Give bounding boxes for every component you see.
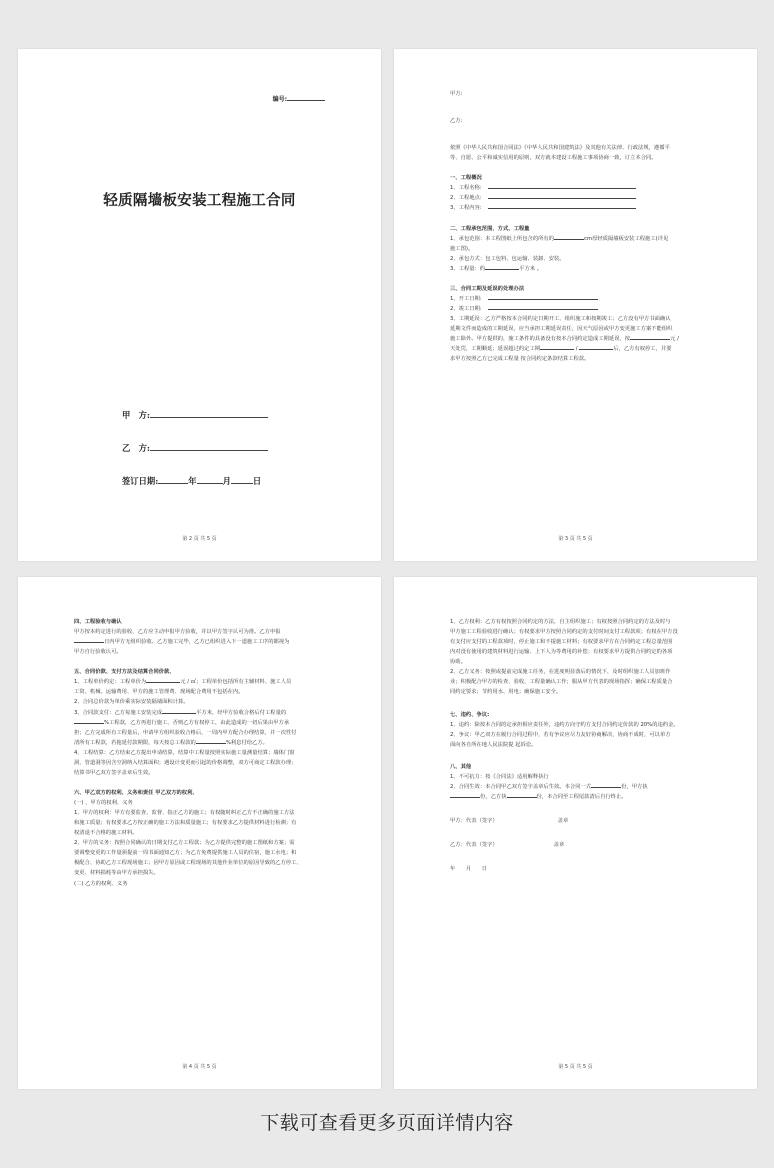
project-name-line: [450, 183, 720, 193]
text: 有支付应支付的工程款项时，停止施工和不提施工材料；有权要求甲方在合同约定工程总量范围: [450, 639, 673, 646]
text: 业；积极配合甲方的检查、验收，工程量确认工作；服从甲方代表的现场指挥；确保工程质量合: [450, 679, 673, 686]
blank: [74, 637, 104, 643]
text: 后，乙方有权停工，并要: [613, 346, 672, 353]
text: 极配合、协助乙方工程现场施工；因甲方原因或工程现场的其他作业单位的原因导致的乙方停工、: [74, 860, 302, 867]
text: 变更、材料损耗等由甲方承担损失。: [74, 870, 159, 877]
text: 份，本合同至工程尾款清后自行终止。: [536, 793, 627, 800]
text: 担；乙方完成所有工程量后，申请甲方组织验收合格后，一周内甲方配合办理结算，并一次性付: [74, 729, 297, 736]
text: 洞、管道洞等因含空洞纳入结算面积；遇设计变更而引起的价格调整，双方可商定工程款办理；: [74, 759, 297, 766]
section-heading: 七、违约、争议:: [450, 711, 490, 718]
project-content-line: [450, 203, 720, 213]
page-2: [394, 49, 757, 561]
text: 平方米 。: [519, 265, 543, 272]
section-heading: 一、工程概况: [450, 175, 482, 182]
text: cm厚轻质隔墙板安装工程施工(详见: [584, 235, 669, 242]
sub-heading: (一) 、甲方的权利、义务: [74, 800, 133, 806]
section-heading: 八、其他: [450, 763, 472, 770]
blank: [540, 344, 574, 350]
text: 2、争议：甲乙双方在履行合同过程中，若有争议应尽力友好协商解决，协商不成时，可以单方: [450, 731, 671, 738]
blank: [488, 203, 636, 209]
section-heading: 三、合同工期及延误的处理办法: [450, 285, 525, 292]
text: 工资、机械、运输费用、甲方的施工管理费、现场配合费用不包括在内。: [74, 689, 244, 696]
document-number: [273, 94, 325, 103]
start-date-line: [450, 294, 720, 304]
blank: [591, 782, 621, 788]
text: %利息付给乙方。: [225, 739, 268, 746]
page-footer: 第 3 页 共 5 页: [558, 536, 593, 542]
text: 同约定要求；节约用水、用电；确保施工安全。: [450, 689, 562, 696]
section-heading: 四、工程验收与确认: [74, 619, 122, 625]
text-line: [74, 708, 352, 718]
signature-a: [450, 816, 728, 826]
text: 3、合同款支付：乙方每施工安装完成: [74, 709, 163, 716]
text: 3、工期延误：乙方严格按本合同约定日期开工、组织施工和按期竣工；乙方没有甲方书面确认: [450, 316, 671, 322]
text: 甲方施工工程验收进行确认；有权要求甲方按照合同约定的支付时间支付工程款项；有权在甲方没: [450, 629, 678, 636]
end-date-line: [450, 304, 720, 314]
doc-no-blank: [287, 95, 325, 101]
text-line: [74, 718, 352, 728]
text: 3、工程量：约: [450, 265, 486, 272]
party-b-line: [122, 442, 268, 454]
text: 1、甲方的权利：甲方有要监查、监督、指正乙方的施工；有权随时纠正乙方不正确的施工方法: [74, 810, 295, 817]
party-a-line: [122, 409, 268, 421]
text: 2、竣工日期:: [450, 305, 482, 312]
text: 2、合同总价款为单价乘实际安装隔墙面积计算。: [74, 699, 189, 706]
blank: [74, 718, 104, 724]
page-2-body: [450, 89, 720, 364]
party-b: 乙方:: [450, 118, 463, 125]
text: 甲方按本约定进行的验收，乙方应主动申报甲方验收，并以甲方签字认可为准。乙方申报: [74, 629, 281, 636]
project-content-label: 3、工程内容:: [450, 205, 482, 212]
text-line: 天处罚，工期顺延；延误超过约定工期 / 后，乙方有权停工，并要: [450, 346, 672, 353]
signature-b: [450, 840, 728, 850]
blank: [488, 193, 636, 199]
text: 份，甲方执: [621, 783, 648, 790]
blank: [630, 334, 670, 340]
text: 元 / ㎡；工程单价包括所有主辅材料、施工人员: [180, 679, 292, 686]
blank: [554, 234, 584, 240]
scope-line: [450, 234, 720, 244]
intro-line: 依照《中华人民共和国合同法》《中华人民共和国建筑法》及其他有关法律、行政法规，遵循平: [450, 145, 670, 152]
text: 1、承包范围：本工程图纸上所包含的所有的: [450, 235, 555, 242]
text: 内对没有使用的建筑材料进行运输、上下人为等费用的补偿；有权要求甲方提供合同约定的各项: [450, 649, 673, 656]
text: 面向各自所在地人民法院提 起诉讼。: [450, 741, 537, 748]
text: 1、工程单价约定：工程单价为: [74, 679, 147, 686]
text-line: [74, 677, 352, 687]
party-b-label: 乙 方:: [122, 443, 150, 453]
text-line: [450, 782, 728, 792]
text: 1、开工日期:: [450, 295, 482, 302]
project-name-label: 1、工程名称:: [450, 185, 482, 192]
text: 2、合同生效：本合同甲乙双方签字盖章后生效。本合同一式: [450, 783, 592, 790]
page-4-body: [450, 617, 728, 874]
signature-b-label: 乙方：代表（签字）: [450, 842, 498, 849]
text: 甲方自行验收认可。: [74, 649, 122, 656]
page-4: [394, 577, 757, 1089]
blank: [507, 792, 537, 798]
text-line: [450, 792, 728, 802]
year-label: 年: [188, 476, 197, 486]
day-label: 日: [252, 476, 262, 486]
text: 2、甲方的义务：按照合同确认的日期支付乙方工程款；为乙方提供完整的施工图纸和方案；需: [74, 840, 295, 847]
blank: [146, 677, 180, 683]
blank: [488, 304, 598, 310]
text: 份，乙方执: [480, 793, 507, 800]
blank: [488, 294, 598, 300]
text: 和施工质量；有权要求乙方按正确的施工方法和质量施工；有权要求乙方提供材料进行检测；有: [74, 820, 297, 827]
text: 1、乙方权利：乙方有权按照合同约定的方法，自主组织施工；有权按照合同约定的方法及时与: [450, 619, 671, 625]
text: 2、乙方义务：按照或提前完成施工任务，在进度明显落后的情况下，及时组织施工人员加班作: [450, 669, 671, 676]
party-a-blank: [150, 410, 268, 418]
month-label: 月: [222, 476, 231, 486]
page-footer: 第 5 页 共 5 页: [558, 1064, 593, 1070]
text: %工程款，乙方再进行施工，否则乙方有权停工，由此造成的一切后果由甲方承: [104, 719, 290, 726]
page-cover: [18, 49, 381, 561]
page-footer: 第 2 页 共 5 页: [182, 536, 217, 542]
project-site-label: 2、工程地点:: [450, 195, 482, 202]
year-blank: [158, 476, 188, 484]
text: 1、不可抗力：按《合同法》适用解释执行: [450, 773, 549, 780]
text: 清所有工程款，若拖延付款期限，每天按总工程款的: [74, 739, 196, 746]
text-line: [74, 738, 352, 748]
sign-date-label: 签订日期:: [122, 476, 159, 486]
date-line: 年 月 日: [450, 866, 488, 873]
text: 要调整变更的工作量须提前一周书面通知乙方；为乙方免费提供施工人员的住宿，施工水电；积: [74, 850, 297, 857]
contract-title: 轻质隔墙板安装工程施工合同: [103, 192, 296, 209]
section-heading: 五、合同价款、支付方法及结算合同价款、: [74, 669, 175, 676]
text: 元 /: [670, 336, 679, 343]
text: 1、违约：除按本合同的定承担相应责任外，违约方向守约方支付合同约定价款的 20%的违约金。: [450, 721, 679, 728]
blank: [485, 264, 519, 270]
section-heading: 二、工程承包范围、方式、工程量: [450, 225, 530, 232]
blank: [162, 708, 196, 714]
intro-line: 等、自愿、公平和诚实信用的原则，双方就本建设工程施工事项协商一致，订立本合同。: [450, 155, 657, 162]
text-line: [74, 637, 352, 647]
text-line: [450, 334, 720, 344]
blank: [488, 183, 636, 189]
party-a: 甲方:: [450, 91, 463, 97]
page-3: [18, 577, 381, 1089]
text: 2、承包方式：包工包料、包运输、装卸、安装。: [450, 255, 565, 262]
blank: [450, 792, 480, 798]
text: 延期文件而造成的工期延误，应当承担工期延误责任，因天气原因或甲方变更施工方案不能组织: [450, 326, 673, 333]
page-3-body: [74, 617, 352, 889]
month-blank: [197, 476, 223, 484]
party-a-label: 甲 方:: [122, 410, 150, 420]
text: 天处罚，工期顺延；延误超过约定工期: [450, 346, 541, 353]
project-site-line: [450, 193, 720, 203]
party-b-blank: [150, 443, 268, 451]
download-caption: 下载可查看更多页面详情内容: [260, 1112, 514, 1134]
day-blank: [231, 476, 253, 484]
text: 协助。: [450, 659, 466, 666]
seal-label: 盖章: [557, 818, 569, 824]
text: 施工除外。甲方提供的，施工条件的具备没有按本合同约定造成工期延误，按: [450, 336, 631, 343]
sign-date-line: [122, 475, 261, 487]
blank: [579, 344, 613, 350]
quantity-line: [450, 264, 720, 274]
seal-label: 盖章: [553, 842, 565, 849]
text: 求甲方按照乙方已完成工程量 按合同约定条款结算工程款。: [450, 356, 590, 363]
text: 4、工程结算：乙方结束乙方提出申请结算，结算中工程量按照实际施工量测量结算；墙体门窗: [74, 749, 295, 756]
section-heading: 六、甲乙双方的权利、义务和责任 甲乙双方的权利、: [74, 789, 198, 796]
text: 平方米，经甲方验收合格后付工程量的: [196, 709, 287, 716]
signature-a-label: 甲方：代表（签字）: [450, 818, 498, 824]
text: 权清退不合格的施工材料。: [74, 830, 138, 837]
doc-no-label: 编号:: [272, 96, 287, 103]
text: 结算书甲乙双方签字盖章后生效。: [74, 769, 154, 776]
sub-heading: (二) 乙方的权利、义务: [74, 880, 128, 887]
text: 日内甲方无组织验收、乙方施工完毕，乙方已组织进入下一道施工工序的都视为: [104, 639, 290, 646]
blank: [196, 738, 226, 744]
page-footer: 第 4 页 共 5 页: [182, 1064, 217, 1070]
text: 施工图)。: [450, 245, 474, 252]
